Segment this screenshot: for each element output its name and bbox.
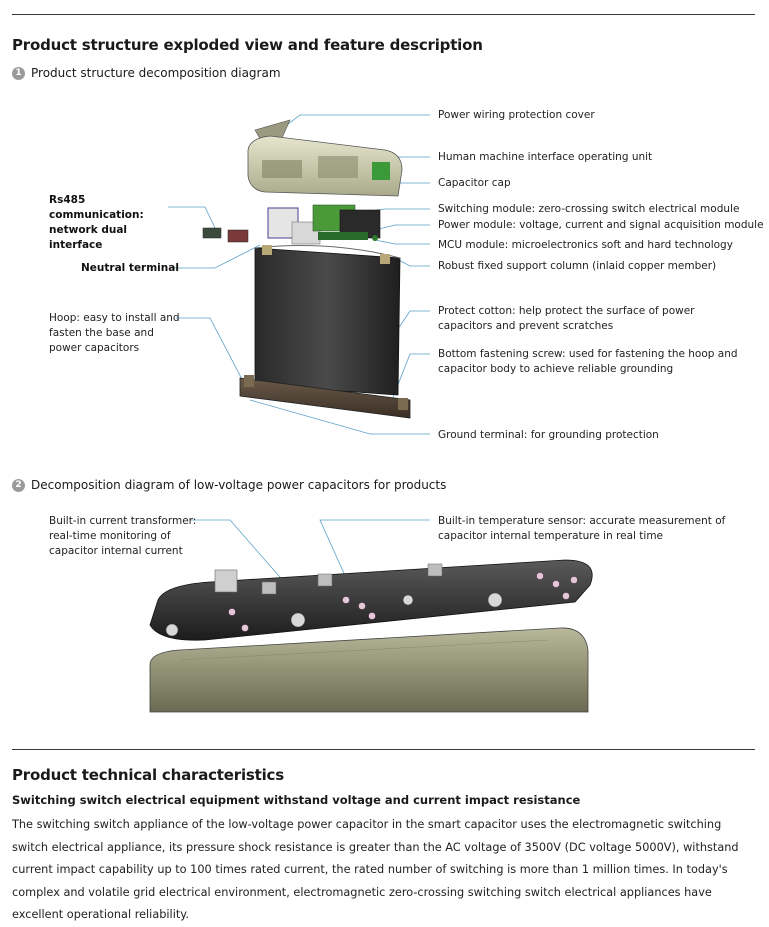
- label-power-module: Power module: voltage, current and signal acquisition module: [438, 219, 764, 231]
- label-hmi-unit: Human machine interface operating unit: [438, 151, 653, 163]
- label-rs485: Rs485 communication: network dual interface: [49, 194, 144, 251]
- label-protect-cotton: Protect cotton: help protect the surface of power capacitors and prevent scratches: [438, 305, 695, 332]
- label-wiring-cover: Power wiring protection cover: [438, 109, 595, 121]
- label-neutral-terminal: Neutral terminal: [81, 262, 179, 274]
- label-bottom-screw: Bottom fastening screw: used for fastening the hoop and capacitor body to achieve reliable grounding: [438, 348, 738, 375]
- section-title-structure: Product structure exploded view and feature description: [12, 36, 483, 54]
- leader-line: [172, 245, 260, 268]
- label-mcu-module: MCU module: microelectronics soft and hard technology: [438, 239, 733, 251]
- step-number-icon: 1: [12, 67, 25, 80]
- label-hoop: Hoop: easy to install and fasten the base and power capacitors: [49, 312, 180, 354]
- step-number-icon: 2: [12, 479, 25, 492]
- section-subtitle: Switching switch electrical equipment withstand voltage and current impact resistance: [12, 793, 581, 807]
- subheading-label: Product structure decomposition diagram: [31, 66, 281, 80]
- leader-line: [280, 115, 430, 130]
- section-title-technical: Product technical characteristics: [12, 766, 284, 784]
- label-support-column: Robust fixed support column (inlaid copper member): [438, 260, 717, 272]
- label-switching-module: Switching module: zero-crossing switch electrical module: [438, 203, 740, 215]
- subheading-label: Decomposition diagram of low-voltage power capacitors for products: [31, 478, 447, 492]
- subheading-low-voltage: [12, 478, 446, 492]
- label-ground-terminal: Ground terminal: for grounding protection: [438, 429, 659, 441]
- label-temperature-sensor: Built-in temperature sensor: accurate measurement of capacitor internal temperature in real time: [438, 515, 726, 542]
- leader-line: [375, 225, 430, 230]
- leader-line: [375, 240, 430, 244]
- label-current-transformer: Built-in current transformer: real-time monitoring of capacitor internal current: [49, 515, 197, 557]
- label-capacitor-cap: Capacitor cap: [438, 177, 511, 189]
- description-paragraph: The switching switch appliance of the low-voltage power capacitor in the smart capacitor uses the electromagnetic switching switch electrical appliance, its pressure shock resistance is greater than the AC voltage of 3500V (DC voltage 5000V), withstand current impact capability up to 100 times rated current, the rated number of switching is more than 1 million times. In today's complex and volatile grid electrical environment, electromagnetic zero-crossing switching switch electrical appliances have excellent operational reliability.: [12, 818, 739, 921]
- leader-line: [176, 318, 245, 385]
